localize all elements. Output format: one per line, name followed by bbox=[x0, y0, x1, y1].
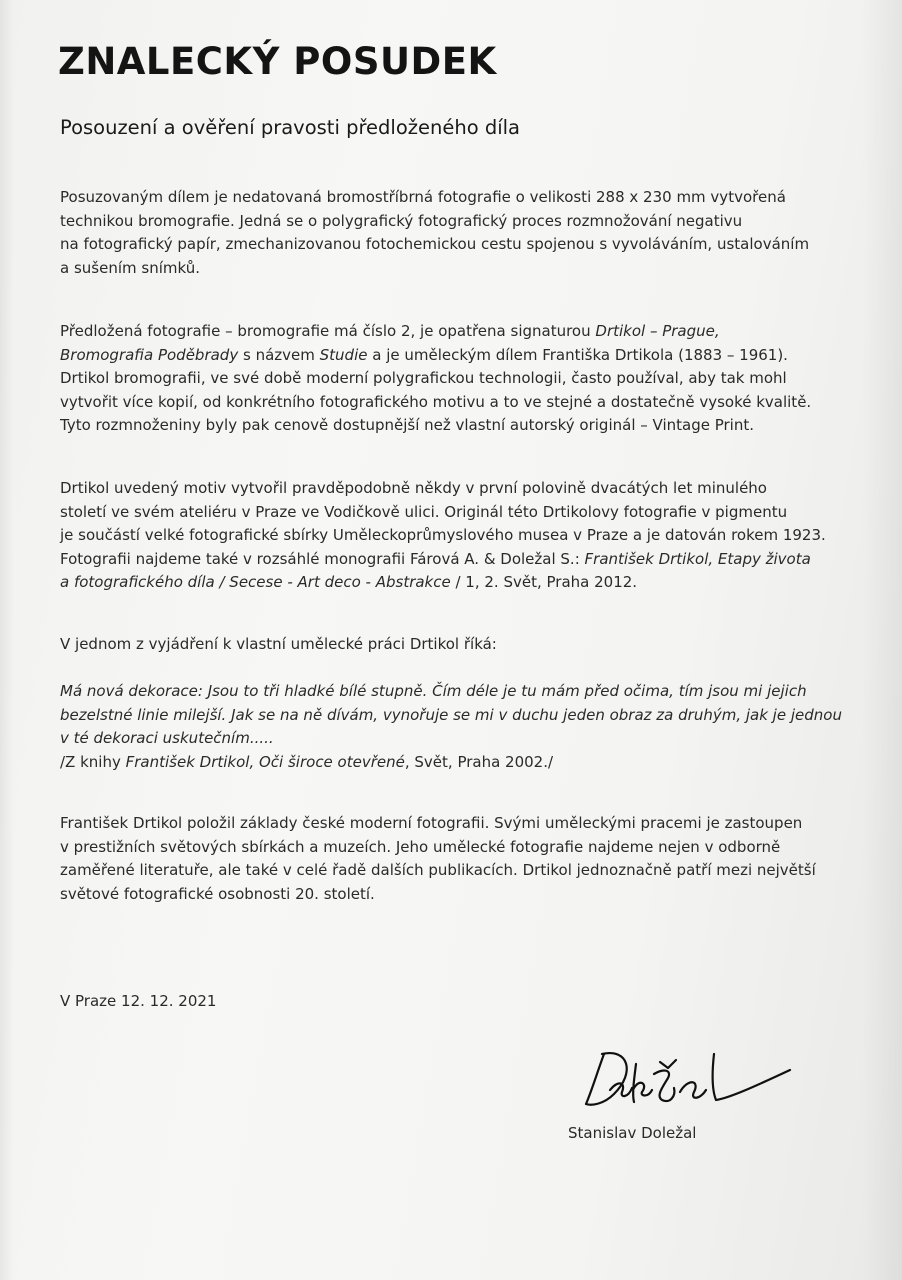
text-fragment: s názvem bbox=[238, 345, 320, 364]
text-line bbox=[60, 571, 860, 595]
signer-name: Stanislav Doležal bbox=[568, 1124, 697, 1142]
paragraph-attribution bbox=[60, 320, 860, 438]
book-title: a fotografického díla / Secese - Art deco - Abstrakce bbox=[60, 573, 451, 591]
paragraph-conclusion bbox=[60, 812, 860, 906]
text-line: na fotografický papír, zmechanizovanou fotochemickou cestu spojenou s vyvoláváním, ustalováním bbox=[60, 235, 810, 253]
quote-line: Má nová dekorace: Jsou to tři hladké bílé stupně. Čím déle je tu mám před očima, tím jsou mi jejich bbox=[60, 682, 807, 700]
text-line: světové fotografické osobnosti 20. století. bbox=[60, 884, 375, 903]
quote-line: bezelstné linie milejší. Jak se na ně dívám, vynořuje se mi v duchu jeden obraz za druhým, jak je jednou bbox=[60, 705, 842, 724]
text-line: a sušením snímků. bbox=[60, 258, 200, 277]
document-subtitle: Posouzení a ověření pravosti předloženého díla bbox=[60, 116, 520, 139]
quote-source bbox=[60, 751, 860, 775]
text-line: zaměřené literatuře, ale také v celé řadě dalších publikacích. Drtikol jednoznačně patří mezi největší bbox=[60, 861, 816, 879]
work-title: Studie bbox=[319, 345, 368, 364]
text-fragment: , Svět, Praha 2002./ bbox=[404, 752, 554, 771]
place-date: V Praze 12. 12. 2021 bbox=[60, 992, 217, 1010]
paragraph-quote bbox=[60, 680, 860, 774]
text-fragment: a je uměleckým dílem Františka Drtikola (1883 – 1961). bbox=[367, 345, 788, 364]
text-line: v prestižních světových sbírkách a muzeích. Jeho umělecké fotografie najdeme nejen v odborně bbox=[60, 837, 781, 856]
text-line: je součástí velké fotografické sbírky Uměleckoprůmyslového musea v Praze a je datován rokem 1923. bbox=[60, 526, 826, 544]
text-line bbox=[60, 344, 860, 368]
book-title: František Drtikol, Oči široce otevřené bbox=[125, 752, 405, 771]
text-line: Tyto rozmnoženiny byly pak cenově dostupnější než vlastní autorský originál – Vintage Print. bbox=[60, 416, 754, 434]
text-fragment: /Z knihy bbox=[60, 752, 126, 771]
text-line: František Drtikol položil základy české moderní fotografii. Svými uměleckými pracemi je zastoupen bbox=[60, 814, 803, 832]
paragraph-quote-intro bbox=[60, 633, 860, 657]
paragraph-description bbox=[60, 186, 860, 280]
text-fragment: Předložená fotografie – bromografie má číslo 2, je opatřena signaturou bbox=[60, 322, 596, 340]
text-fragment: Fotografii najdeme také v rozsáhlé monografii Fárová A. & Doležal S.: bbox=[60, 549, 585, 568]
text-line: Posuzovaným dílem je nedatovaná bromostříbrná fotografie o velikosti 288 x 230 mm vytvořená bbox=[60, 188, 786, 206]
book-title: František Drtikol, Etapy života bbox=[584, 549, 811, 568]
text-line: technikou bromografie. Jedná se o polygrafický fotografický proces rozmnožování negativu bbox=[60, 211, 743, 230]
handwritten-signature bbox=[580, 1040, 800, 1120]
signature-quote: Bromografia Poděbrady bbox=[60, 345, 239, 364]
text-line bbox=[60, 548, 860, 572]
page-shadow bbox=[0, 0, 14, 1280]
text-line: století ve svém ateliéru v Praze ve Vodičkově ulici. Originál této Drtikolovy fotografie v pigmentu bbox=[60, 502, 788, 521]
text-line: vytvořit více kopií, od konkrétního fotografického motivu a to ve stejné a dostatečně vysoké kvalitě. bbox=[60, 392, 812, 411]
quote-line: v té dekoraci uskutečním..... bbox=[60, 729, 274, 747]
text-line bbox=[60, 320, 860, 344]
text-line: Drtikol uvedený motiv vytvořil pravděpodobně někdy v první polovině dvacátých let minulého bbox=[60, 479, 767, 497]
signature-quote: Drtikol – Prague, bbox=[595, 322, 720, 340]
paragraph-origin bbox=[60, 477, 860, 595]
text-line: V jednom z vyjádření k vlastní umělecké práci Drtikol říká: bbox=[60, 635, 497, 653]
document-title: ZNALECKÝ POSUDEK bbox=[58, 40, 497, 83]
text-line: Drtikol bromografii, ve své době moderní polygrafickou technologii, často používal, aby tak mohl bbox=[60, 369, 787, 387]
text-fragment: / 1, 2. Svět, Praha 2012. bbox=[450, 573, 638, 591]
